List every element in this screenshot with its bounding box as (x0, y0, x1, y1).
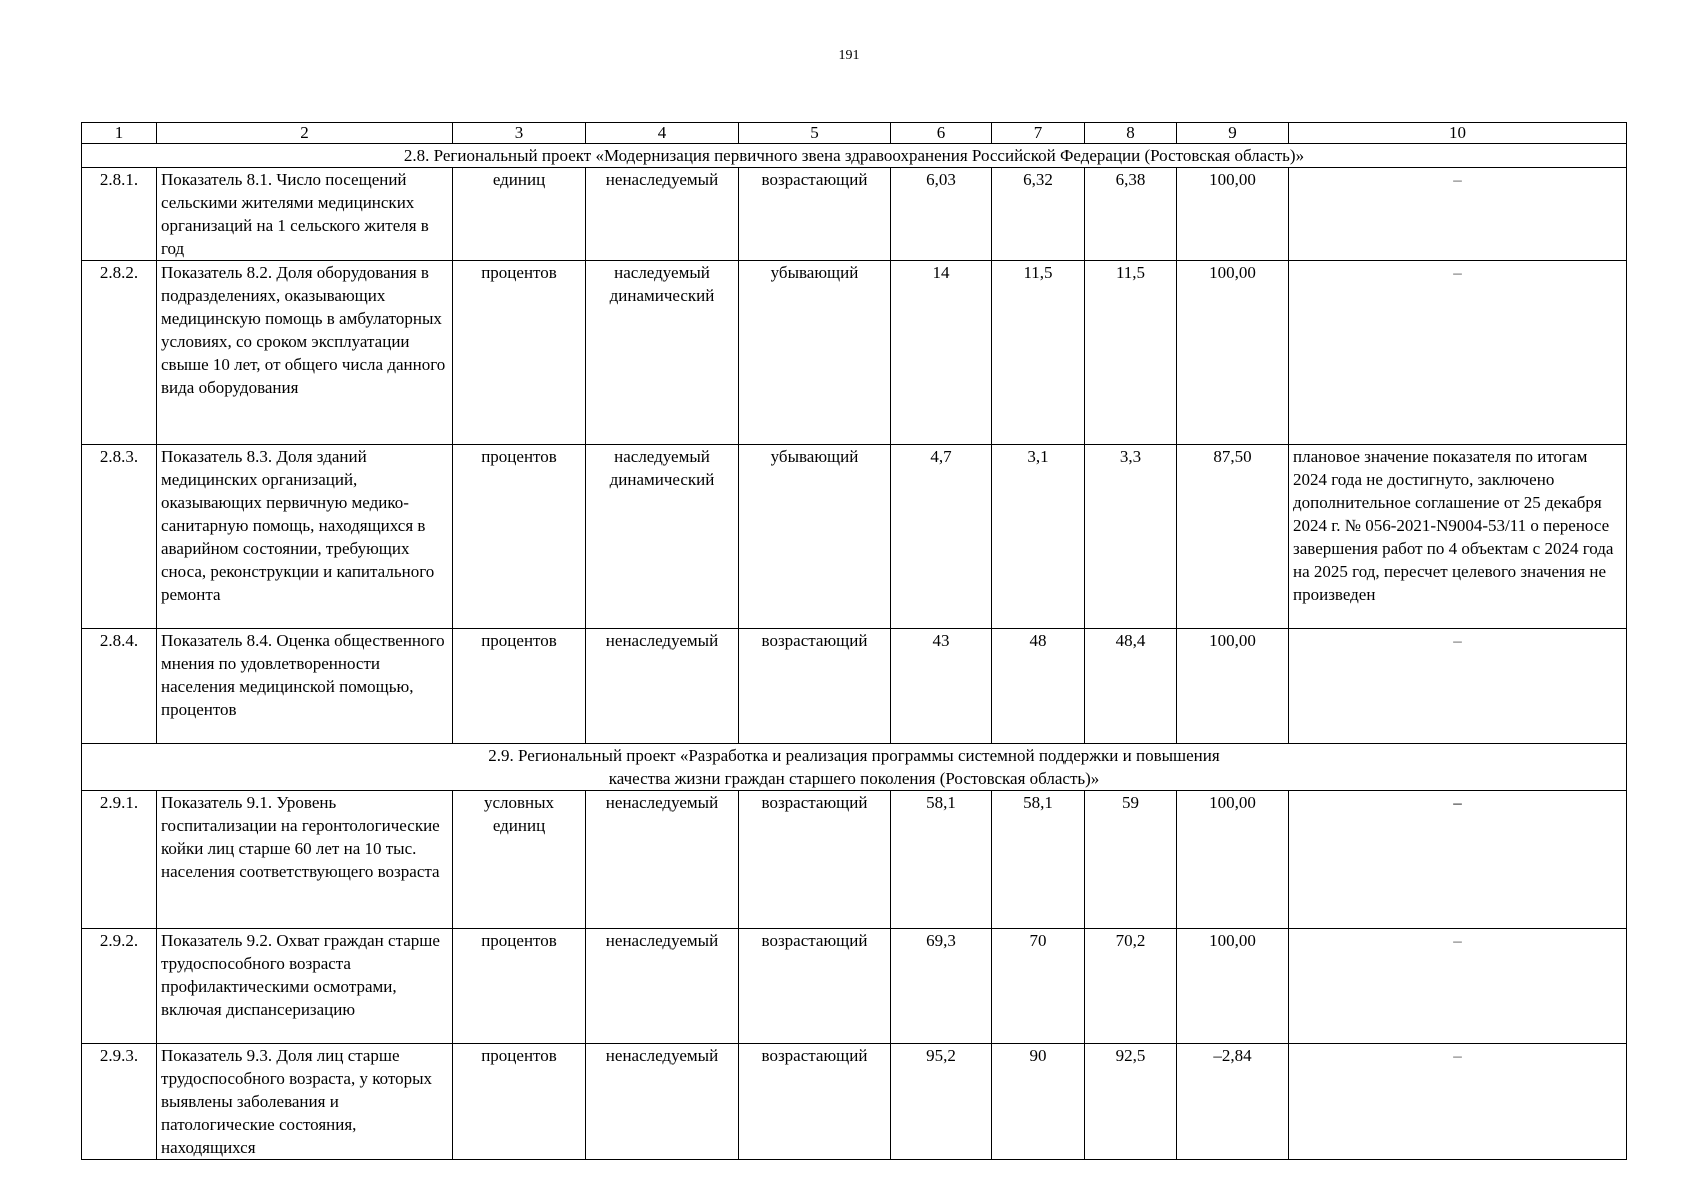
unit-cell: единиц (453, 168, 586, 261)
comment-cell: – (1289, 261, 1627, 445)
comment-cell: – (1289, 1044, 1627, 1160)
value-cell-7: 11,5 (992, 261, 1085, 445)
column-header: 1 (82, 123, 157, 144)
value-cell-7: 48 (992, 629, 1085, 744)
value-cell-6: 14 (891, 261, 992, 445)
comment-cell: – (1289, 629, 1627, 744)
indicator-name: Показатель 9.3. Доля лиц старше трудоспособного возраста, у которых выявлены заболевания и патологические состояния, находящихся (157, 1044, 453, 1160)
table-row (82, 791, 1627, 929)
value-cell-9: 100,00 (1177, 629, 1289, 744)
section-row (82, 744, 1627, 791)
indicator-name: Показатель 9.1. Уровень госпитализации на геронтологические койки лиц старше 60 лет на 10 тыс. населения соответствующего возраста (157, 791, 453, 929)
trend-cell: возрастающий (739, 1044, 891, 1160)
column-header: 2 (157, 123, 453, 144)
column-header: 9 (1177, 123, 1289, 144)
table-row (82, 168, 1627, 261)
trend-cell: убывающий (739, 445, 891, 629)
comment-cell: – (1289, 929, 1627, 1044)
column-header: 5 (739, 123, 891, 144)
value-cell-9: 100,00 (1177, 791, 1289, 929)
type-cell: ненаследуемый (586, 168, 739, 261)
value-cell-6: 43 (891, 629, 992, 744)
value-cell-6: 58,1 (891, 791, 992, 929)
unit-cell: процентов (453, 445, 586, 629)
table-row (82, 929, 1627, 1044)
value-cell-7: 6,32 (992, 168, 1085, 261)
indicator-name: Показатель 8.2. Доля оборудования в подразделениях, оказывающих медицинскую помощь в амбулаторных условиях, со сроком эксплуатации свыше 10 лет, от общего числа данного вида оборудования (157, 261, 453, 445)
trend-cell: возрастающий (739, 791, 891, 929)
comment-cell: – (1289, 791, 1627, 929)
trend-cell: убывающий (739, 261, 891, 445)
unit-cell: условных единиц (453, 791, 586, 929)
value-cell-7: 3,1 (992, 445, 1085, 629)
column-number-row (82, 123, 1627, 144)
value-cell-8: 70,2 (1085, 929, 1177, 1044)
value-cell-8: 92,5 (1085, 1044, 1177, 1160)
trend-cell: возрастающий (739, 629, 891, 744)
value-cell-8: 11,5 (1085, 261, 1177, 445)
value-cell-8: 6,38 (1085, 168, 1177, 261)
table-row (82, 261, 1627, 445)
column-header: 4 (586, 123, 739, 144)
value-cell-7: 90 (992, 1044, 1085, 1160)
indicator-name: Показатель 8.4. Оценка общественного мнения по удовлетворенности населения медицинской помощью, процентов (157, 629, 453, 744)
column-header: 6 (891, 123, 992, 144)
value-cell-9: 100,00 (1177, 929, 1289, 1044)
type-cell: ненаследуемый (586, 629, 739, 744)
row-number: 2.9.1. (82, 791, 157, 929)
row-number: 2.8.1. (82, 168, 157, 261)
value-cell-9: 87,50 (1177, 445, 1289, 629)
value-cell-6: 6,03 (891, 168, 992, 261)
type-cell: наследуемый динамический (586, 445, 739, 629)
column-header: 8 (1085, 123, 1177, 144)
type-cell: наследуемый динамический (586, 261, 739, 445)
table-row (82, 445, 1627, 629)
value-cell-6: 95,2 (891, 1044, 992, 1160)
indicators-table (81, 122, 1627, 1160)
value-cell-6: 4,7 (891, 445, 992, 629)
indicator-name: Показатель 9.2. Охват граждан старше трудоспособного возраста профилактическими осмотрами, включая диспансеризацию (157, 929, 453, 1044)
column-header: 7 (992, 123, 1085, 144)
trend-cell: возрастающий (739, 929, 891, 1044)
row-number: 2.8.2. (82, 261, 157, 445)
type-cell: ненаследуемый (586, 1044, 739, 1160)
unit-cell: процентов (453, 629, 586, 744)
trend-cell: возрастающий (739, 168, 891, 261)
comment-cell: плановое значение показателя по итогам 2024 года не достигнуто, заключено дополнительное соглашение от 25 декабря 2024 г. № 056-2021-N9004-53/11 о переносе завершения работ по 4 объектам с 2024 года на 2025 год, пересчет целевого значения не произведен (1289, 445, 1627, 629)
value-cell-7: 70 (992, 929, 1085, 1044)
unit-cell: процентов (453, 1044, 586, 1160)
section-title: 2.8. Региональный проект «Модернизация первичного звена здравоохранения Российской Федерации (Ростовская область)» (82, 144, 1627, 168)
unit-cell: процентов (453, 929, 586, 1044)
value-cell-8: 3,3 (1085, 445, 1177, 629)
page-number: 191 (838, 48, 860, 63)
value-cell-8: 59 (1085, 791, 1177, 929)
row-number: 2.9.2. (82, 929, 157, 1044)
value-cell-7: 58,1 (992, 791, 1085, 929)
value-cell-9: 100,00 (1177, 261, 1289, 445)
column-header: 3 (453, 123, 586, 144)
row-number: 2.9.3. (82, 1044, 157, 1160)
section-title: 2.9. Региональный проект «Разработка и реализация программы системной поддержки и повышения качества жизни граждан старшего поколения (Ростовская область)» (82, 744, 1627, 791)
row-number: 2.8.4. (82, 629, 157, 744)
table-row (82, 1044, 1627, 1160)
section-row (82, 144, 1627, 168)
value-cell-6: 69,3 (891, 929, 992, 1044)
type-cell: ненаследуемый (586, 929, 739, 1044)
type-cell: ненаследуемый (586, 791, 739, 929)
unit-cell: процентов (453, 261, 586, 445)
column-header: 10 (1289, 123, 1627, 144)
comment-cell: – (1289, 168, 1627, 261)
value-cell-8: 48,4 (1085, 629, 1177, 744)
value-cell-9: –2,84 (1177, 1044, 1289, 1160)
table-row (82, 629, 1627, 744)
value-cell-9: 100,00 (1177, 168, 1289, 261)
row-number: 2.8.3. (82, 445, 157, 629)
indicator-name: Показатель 8.3. Доля зданий медицинских организаций, оказывающих первичную медико-санитарную помощь, находящихся в аварийном состоянии, требующих сноса, реконструкции и капитального ремонта (157, 445, 453, 629)
indicator-name: Показатель 8.1. Число посещений сельскими жителями медицинских организаций на 1 сельского жителя в год (157, 168, 453, 261)
